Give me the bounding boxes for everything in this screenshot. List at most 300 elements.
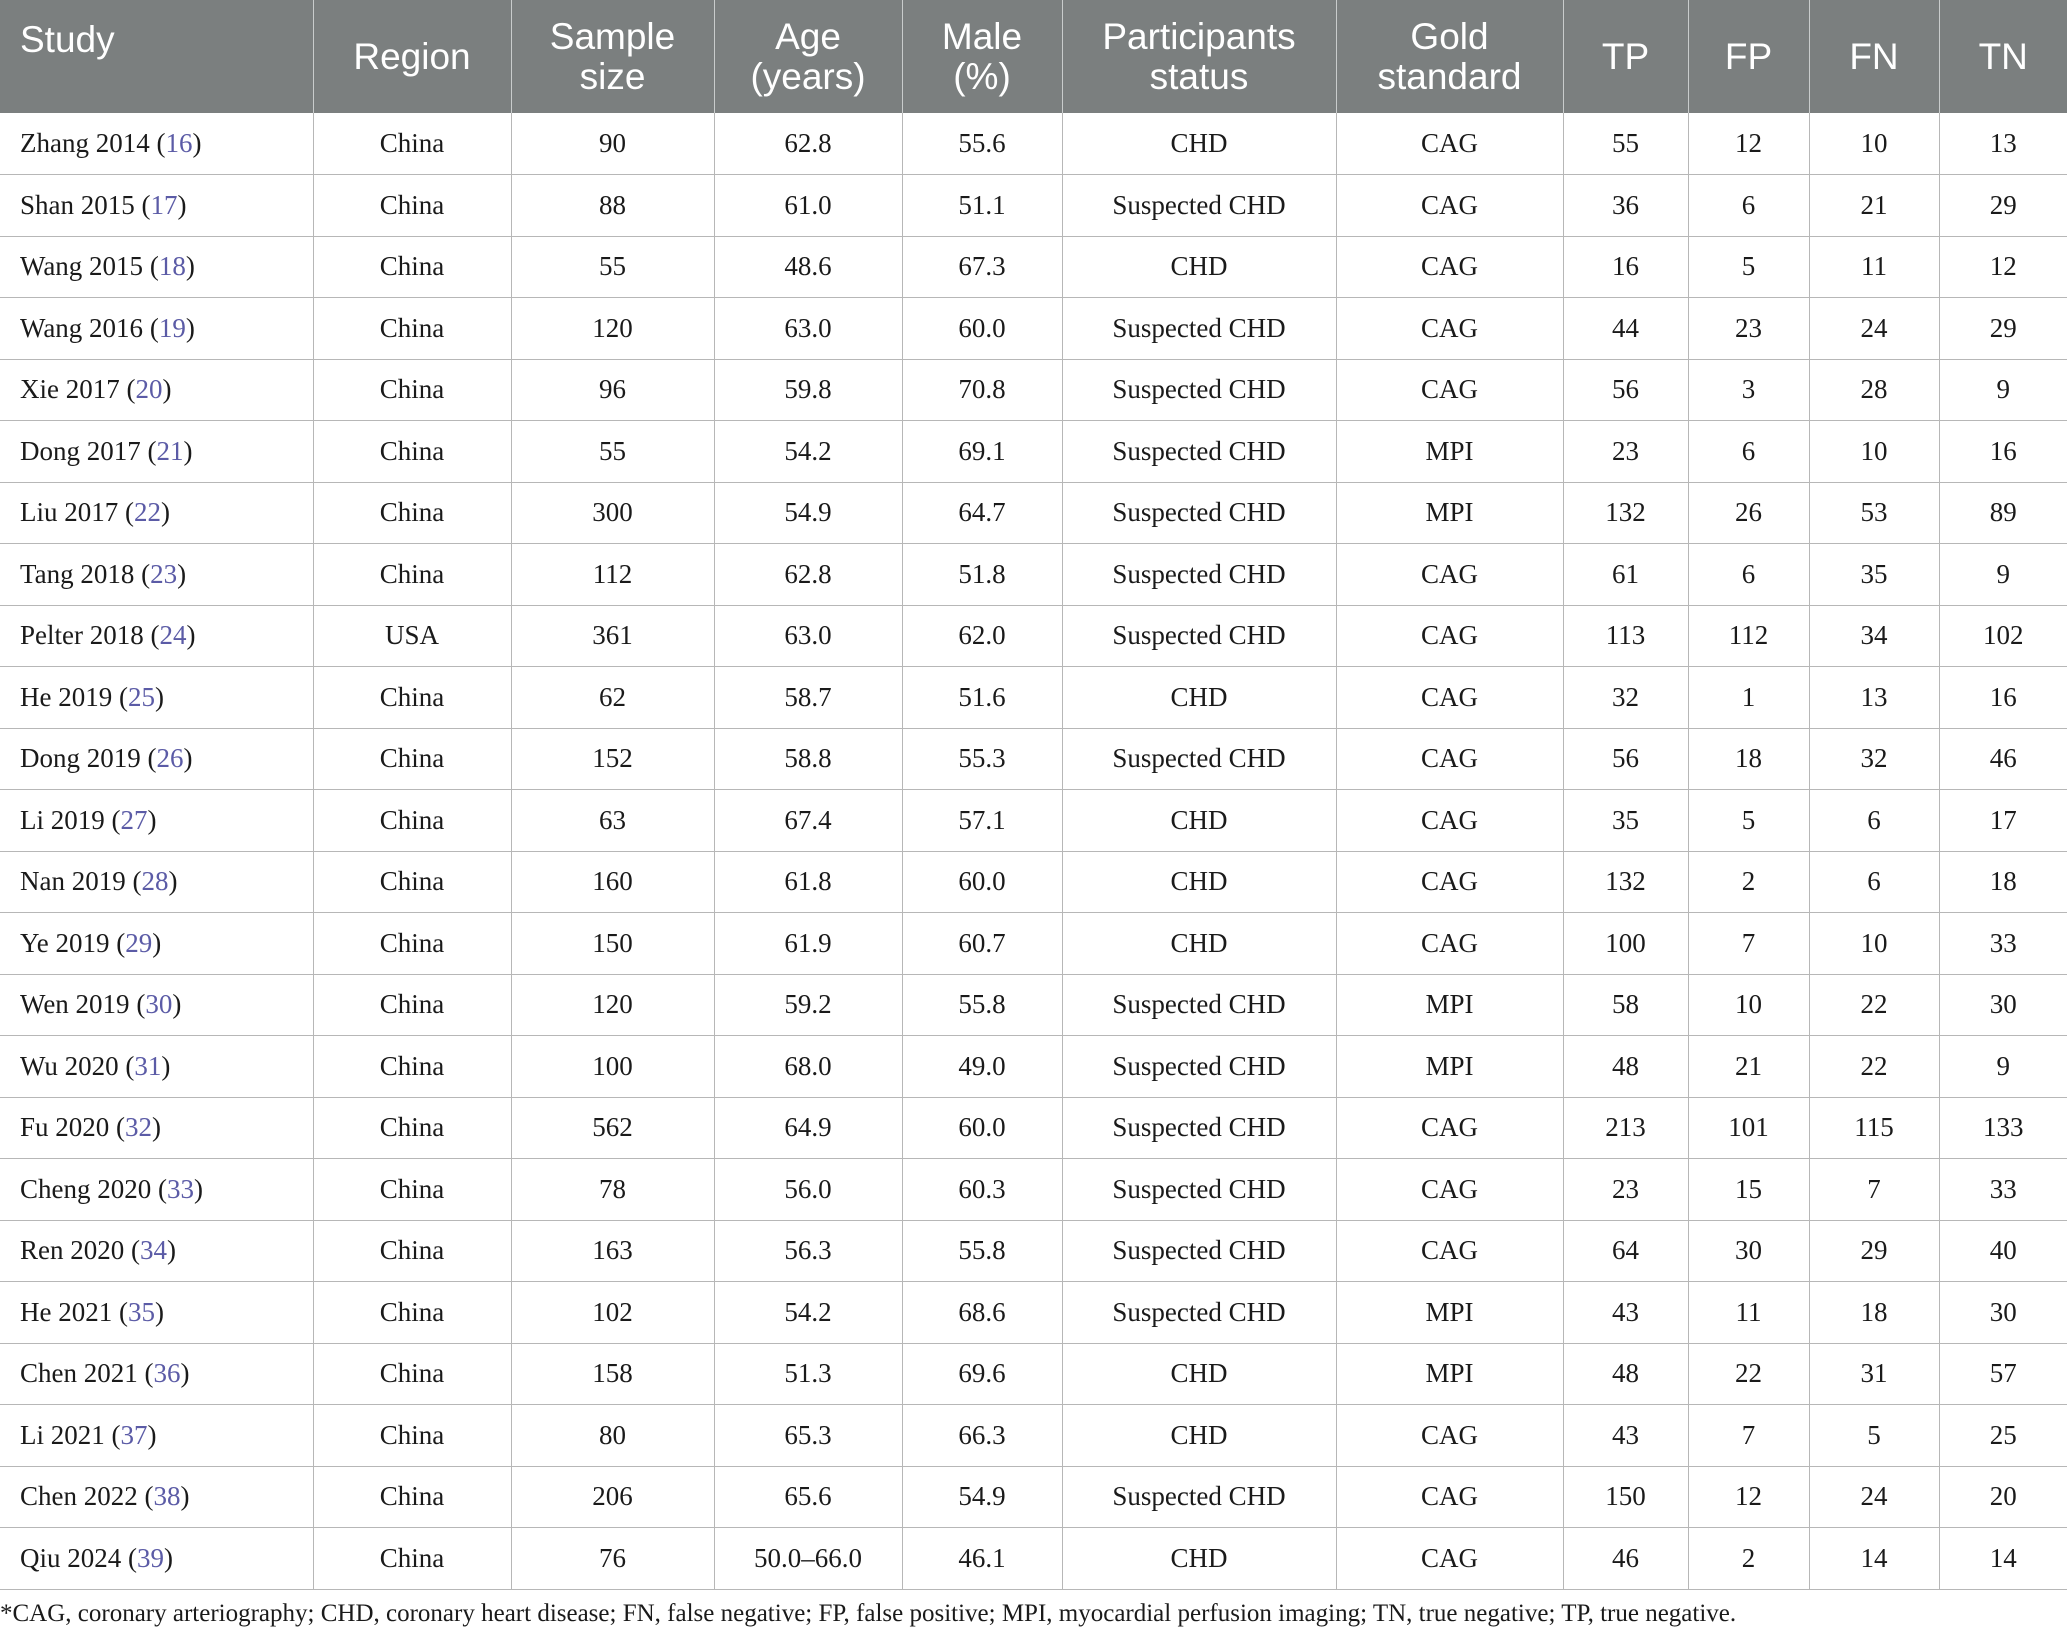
- tp-cell: 32: [1563, 667, 1688, 729]
- age-cell: 62.8: [714, 544, 902, 606]
- column-header-line: Gold: [1410, 15, 1489, 57]
- region-cell: China: [313, 1528, 511, 1590]
- study-name: Ye 2019: [20, 927, 110, 958]
- tp-cell: 35: [1563, 790, 1688, 852]
- status-cell: CHD: [1062, 1528, 1336, 1590]
- fn-cell: 10: [1809, 421, 1939, 483]
- table-row: [0, 1036, 2067, 1098]
- column-header: [1563, 0, 1688, 113]
- fn-cell: 24: [1809, 298, 1939, 360]
- tn-cell: 29: [1939, 298, 2067, 360]
- fp-cell: 7: [1688, 913, 1809, 975]
- age-cell: 48.6: [714, 236, 902, 298]
- tp-cell: 23: [1563, 1159, 1688, 1221]
- column-header-line: Male: [941, 15, 1023, 57]
- region-cell: China: [313, 974, 511, 1036]
- status-cell: Suspected CHD: [1062, 175, 1336, 237]
- fn-cell: 28: [1809, 359, 1939, 421]
- male-cell: 68.6: [902, 1282, 1062, 1344]
- age-cell: 65.6: [714, 1466, 902, 1528]
- gold-cell: CAG: [1336, 544, 1563, 606]
- age-cell: 58.7: [714, 667, 902, 729]
- region-cell: China: [313, 482, 511, 544]
- tp-cell: 61: [1563, 544, 1688, 606]
- gold-cell: MPI: [1336, 974, 1563, 1036]
- fn-cell: 53: [1809, 482, 1939, 544]
- fp-cell: 11: [1688, 1282, 1809, 1344]
- reference-link[interactable]: 24: [159, 620, 187, 651]
- fp-cell: 22: [1688, 1343, 1809, 1405]
- study-name: Wu 2020: [20, 1050, 119, 1081]
- gold-cell: CAG: [1336, 1466, 1563, 1528]
- region-cell: China: [313, 1405, 511, 1467]
- fn-cell: 5: [1809, 1405, 1939, 1467]
- column-header-line: FP: [1724, 35, 1773, 77]
- fp-cell: 23: [1688, 298, 1809, 360]
- status-cell: Suspected CHD: [1062, 974, 1336, 1036]
- tp-cell: 132: [1563, 851, 1688, 913]
- reference-link[interactable]: 32: [125, 1112, 153, 1143]
- tn-cell: 16: [1939, 421, 2067, 483]
- male-cell: 60.0: [902, 298, 1062, 360]
- fn-cell: 24: [1809, 1466, 1939, 1528]
- sample-cell: 76: [511, 1528, 714, 1590]
- fp-cell: 6: [1688, 175, 1809, 237]
- male-cell: 60.0: [902, 1097, 1062, 1159]
- study-name: Xie 2017: [20, 374, 120, 405]
- tn-cell: 12: [1939, 236, 2067, 298]
- reference-link[interactable]: 18: [158, 251, 186, 282]
- fn-cell: 115: [1809, 1097, 1939, 1159]
- fn-cell: 22: [1809, 974, 1939, 1036]
- tp-cell: 55: [1563, 113, 1688, 175]
- table-row: [0, 913, 2067, 975]
- tn-cell: 46: [1939, 728, 2067, 790]
- study-name: Wang 2016: [20, 312, 144, 343]
- table-header: [0, 0, 2067, 113]
- sample-cell: 152: [511, 728, 714, 790]
- table-row: [0, 1282, 2067, 1344]
- male-cell: 54.9: [902, 1466, 1062, 1528]
- study-name: Dong 2017: [20, 435, 141, 466]
- fp-cell: 12: [1688, 1466, 1809, 1528]
- fp-cell: 15: [1688, 1159, 1809, 1221]
- study-name: Li 2019: [20, 804, 105, 835]
- column-header: [1062, 0, 1336, 113]
- tp-cell: 16: [1563, 236, 1688, 298]
- tn-cell: 20: [1939, 1466, 2067, 1528]
- region-cell: China: [313, 1282, 511, 1344]
- sample-cell: 120: [511, 298, 714, 360]
- column-header-line: standard: [1377, 55, 1522, 97]
- tn-cell: 29: [1939, 175, 2067, 237]
- table-row: [0, 790, 2067, 852]
- sample-cell: 150: [511, 913, 714, 975]
- study-name: He 2021: [20, 1296, 113, 1327]
- column-header-line: size: [579, 55, 646, 97]
- fp-cell: 112: [1688, 605, 1809, 667]
- sample-cell: 112: [511, 544, 714, 606]
- fn-cell: 29: [1809, 1220, 1939, 1282]
- sample-cell: 206: [511, 1466, 714, 1528]
- age-cell: 51.3: [714, 1343, 902, 1405]
- sample-cell: 62: [511, 667, 714, 729]
- study-cell: Shan 2015 (17): [0, 175, 313, 237]
- tn-cell: 25: [1939, 1405, 2067, 1467]
- tp-cell: 43: [1563, 1405, 1688, 1467]
- study-cell: Chen 2022 (38): [0, 1466, 313, 1528]
- fp-cell: 26: [1688, 482, 1809, 544]
- column-header-line: status: [1149, 55, 1249, 97]
- tn-cell: 89: [1939, 482, 2067, 544]
- region-cell: China: [313, 421, 511, 483]
- region-cell: China: [313, 1097, 511, 1159]
- tn-cell: 9: [1939, 544, 2067, 606]
- study-cell: Li 2021 (37): [0, 1405, 313, 1467]
- study-cell: Wu 2020 (31): [0, 1036, 313, 1098]
- sample-cell: 102: [511, 1282, 714, 1344]
- male-cell: 51.1: [902, 175, 1062, 237]
- status-cell: CHD: [1062, 236, 1336, 298]
- table-row: [0, 421, 2067, 483]
- study-name: Nan 2019: [20, 866, 126, 897]
- sample-cell: 562: [511, 1097, 714, 1159]
- age-cell: 63.0: [714, 605, 902, 667]
- status-cell: CHD: [1062, 790, 1336, 852]
- male-cell: 67.3: [902, 236, 1062, 298]
- sample-cell: 78: [511, 1159, 714, 1221]
- table-row: [0, 1466, 2067, 1528]
- reference-link[interactable]: 30: [145, 989, 173, 1020]
- male-cell: 60.7: [902, 913, 1062, 975]
- age-cell: 58.8: [714, 728, 902, 790]
- column-header: [1688, 0, 1809, 113]
- study-name: Wen 2019: [20, 989, 130, 1020]
- status-cell: Suspected CHD: [1062, 1466, 1336, 1528]
- age-cell: 61.9: [714, 913, 902, 975]
- status-cell: Suspected CHD: [1062, 1220, 1336, 1282]
- region-cell: China: [313, 667, 511, 729]
- fp-cell: 101: [1688, 1097, 1809, 1159]
- sample-cell: 88: [511, 175, 714, 237]
- sample-cell: 80: [511, 1405, 714, 1467]
- header-row: [0, 0, 2067, 113]
- reference-link[interactable]: 27: [120, 804, 148, 835]
- column-header: [1809, 0, 1939, 113]
- fp-cell: 12: [1688, 113, 1809, 175]
- status-cell: Suspected CHD: [1062, 482, 1336, 544]
- column-header-line: TN: [1978, 35, 2028, 77]
- fn-cell: 31: [1809, 1343, 1939, 1405]
- study-cell: Ye 2019 (29): [0, 913, 313, 975]
- age-cell: 56.0: [714, 1159, 902, 1221]
- study-cell: Cheng 2020 (33): [0, 1159, 313, 1221]
- table-row: [0, 974, 2067, 1036]
- gold-cell: CAG: [1336, 1528, 1563, 1590]
- sample-cell: 96: [511, 359, 714, 421]
- region-cell: China: [313, 359, 511, 421]
- study-cell: He 2021 (35): [0, 1282, 313, 1344]
- study-cell: Dong 2017 (21): [0, 421, 313, 483]
- fp-cell: 6: [1688, 544, 1809, 606]
- reference-link[interactable]: 28: [141, 866, 169, 897]
- table-row: [0, 728, 2067, 790]
- tn-cell: 9: [1939, 359, 2067, 421]
- study-cell: Wen 2019 (30): [0, 974, 313, 1036]
- reference-link[interactable]: 19: [158, 312, 186, 343]
- fp-cell: 18: [1688, 728, 1809, 790]
- reference-link[interactable]: 36: [153, 1358, 181, 1389]
- sample-cell: 63: [511, 790, 714, 852]
- sample-cell: 361: [511, 605, 714, 667]
- study-name: Pelter 2018: [20, 620, 144, 651]
- study-name: Dong 2019: [20, 743, 141, 774]
- column-header-line: Region: [353, 35, 471, 77]
- reference-link[interactable]: 34: [140, 1235, 167, 1266]
- region-cell: China: [313, 790, 511, 852]
- reference-link[interactable]: 17: [150, 189, 178, 220]
- table-row: [0, 667, 2067, 729]
- region-cell: China: [313, 728, 511, 790]
- column-header-line: (years): [750, 55, 866, 97]
- table-row: [0, 175, 2067, 237]
- tn-cell: 133: [1939, 1097, 2067, 1159]
- reference-link[interactable]: 33: [167, 1173, 194, 1204]
- region-cell: China: [313, 1466, 511, 1528]
- fp-cell: 5: [1688, 790, 1809, 852]
- age-cell: 68.0: [714, 1036, 902, 1098]
- table-row: [0, 113, 2067, 175]
- table-row: [0, 482, 2067, 544]
- tp-cell: 150: [1563, 1466, 1688, 1528]
- sample-cell: 55: [511, 236, 714, 298]
- study-name: Chen 2021: [20, 1358, 138, 1389]
- gold-cell: CAG: [1336, 1097, 1563, 1159]
- column-header: [313, 0, 511, 113]
- sample-cell: 158: [511, 1343, 714, 1405]
- region-cell: China: [313, 544, 511, 606]
- sample-cell: 300: [511, 482, 714, 544]
- tn-cell: 102: [1939, 605, 2067, 667]
- male-cell: 55.8: [902, 974, 1062, 1036]
- study-name: Liu 2017: [20, 497, 119, 528]
- study-cell: Dong 2019 (26): [0, 728, 313, 790]
- tp-cell: 48: [1563, 1036, 1688, 1098]
- study-name: Wang 2015: [20, 251, 144, 282]
- study-cell: Tang 2018 (23): [0, 544, 313, 606]
- male-cell: 55.6: [902, 113, 1062, 175]
- male-cell: 69.1: [902, 421, 1062, 483]
- sample-cell: 120: [511, 974, 714, 1036]
- table-body: [0, 113, 2067, 1589]
- age-cell: 59.8: [714, 359, 902, 421]
- age-cell: 61.0: [714, 175, 902, 237]
- male-cell: 60.0: [902, 851, 1062, 913]
- fn-cell: 6: [1809, 851, 1939, 913]
- sample-cell: 100: [511, 1036, 714, 1098]
- reference-link[interactable]: 37: [120, 1419, 148, 1450]
- fp-cell: 2: [1688, 851, 1809, 913]
- table-row: [0, 298, 2067, 360]
- status-cell: Suspected CHD: [1062, 605, 1336, 667]
- tn-cell: 33: [1939, 913, 2067, 975]
- tn-cell: 18: [1939, 851, 2067, 913]
- gold-cell: MPI: [1336, 1282, 1563, 1344]
- age-cell: 63.0: [714, 298, 902, 360]
- table-row: [0, 236, 2067, 298]
- study-cell: Liu 2017 (22): [0, 482, 313, 544]
- study-name: He 2019: [20, 681, 113, 712]
- gold-cell: CAG: [1336, 913, 1563, 975]
- status-cell: Suspected CHD: [1062, 421, 1336, 483]
- reference-link[interactable]: 20: [135, 374, 163, 405]
- status-cell: Suspected CHD: [1062, 1282, 1336, 1344]
- fn-cell: 10: [1809, 913, 1939, 975]
- gold-cell: MPI: [1336, 482, 1563, 544]
- fn-cell: 22: [1809, 1036, 1939, 1098]
- reference-link[interactable]: 25: [127, 681, 155, 712]
- fn-cell: 13: [1809, 667, 1939, 729]
- column-header-line: Study: [20, 19, 115, 60]
- tn-cell: 30: [1939, 1282, 2067, 1344]
- reference-link[interactable]: 23: [150, 558, 178, 589]
- reference-link[interactable]: 26: [156, 743, 184, 774]
- study-name: Chen 2022: [20, 1481, 138, 1512]
- tp-cell: 36: [1563, 175, 1688, 237]
- male-cell: 69.6: [902, 1343, 1062, 1405]
- age-cell: 54.2: [714, 421, 902, 483]
- sample-cell: 163: [511, 1220, 714, 1282]
- tp-cell: 64: [1563, 1220, 1688, 1282]
- tp-cell: 113: [1563, 605, 1688, 667]
- fp-cell: 2: [1688, 1528, 1809, 1590]
- study-name: Li 2021: [20, 1419, 105, 1450]
- reference-link[interactable]: 16: [165, 128, 193, 158]
- tn-cell: 16: [1939, 667, 2067, 729]
- fp-cell: 7: [1688, 1405, 1809, 1467]
- fp-cell: 30: [1688, 1220, 1809, 1282]
- status-cell: Suspected CHD: [1062, 544, 1336, 606]
- status-cell: CHD: [1062, 113, 1336, 175]
- gold-cell: MPI: [1336, 1343, 1563, 1405]
- column-header-line: TP: [1601, 35, 1650, 77]
- fn-cell: 6: [1809, 790, 1939, 852]
- fp-cell: 1: [1688, 667, 1809, 729]
- age-cell: 61.8: [714, 851, 902, 913]
- tp-cell: 23: [1563, 421, 1688, 483]
- status-cell: CHD: [1062, 851, 1336, 913]
- tn-cell: 14: [1939, 1528, 2067, 1590]
- tn-cell: 33: [1939, 1159, 2067, 1221]
- gold-cell: CAG: [1336, 790, 1563, 852]
- study-cell: Xie 2017 (20): [0, 359, 313, 421]
- reference-link[interactable]: 31: [134, 1050, 162, 1081]
- table-row: [0, 1528, 2067, 1590]
- gold-cell: MPI: [1336, 421, 1563, 483]
- study-cell: Fu 2020 (32): [0, 1097, 313, 1159]
- column-header: [902, 0, 1062, 113]
- study-cell: He 2019 (25): [0, 667, 313, 729]
- age-cell: 54.2: [714, 1282, 902, 1344]
- reference-link[interactable]: 22: [134, 497, 161, 528]
- age-cell: 67.4: [714, 790, 902, 852]
- sample-cell: 55: [511, 421, 714, 483]
- sample-cell: 160: [511, 851, 714, 913]
- study-cell: Chen 2021 (36): [0, 1343, 313, 1405]
- tn-cell: 9: [1939, 1036, 2067, 1098]
- age-cell: 62.8: [714, 113, 902, 175]
- study-cell: Wang 2015 (18): [0, 236, 313, 298]
- fn-cell: 32: [1809, 728, 1939, 790]
- reference-link[interactable]: 29: [125, 927, 153, 958]
- status-cell: CHD: [1062, 1343, 1336, 1405]
- age-cell: 56.3: [714, 1220, 902, 1282]
- reference-link[interactable]: 35: [127, 1296, 155, 1327]
- region-cell: China: [313, 1220, 511, 1282]
- reference-link[interactable]: 39: [137, 1542, 164, 1573]
- column-header-line: Age: [775, 15, 841, 57]
- study-name: Zhang 2014: [20, 128, 150, 158]
- gold-cell: CAG: [1336, 728, 1563, 790]
- sample-cell: 90: [511, 113, 714, 175]
- table-row: [0, 1220, 2067, 1282]
- region-cell: China: [313, 1036, 511, 1098]
- column-header-line: FN: [1849, 35, 1899, 77]
- gold-cell: CAG: [1336, 667, 1563, 729]
- status-cell: Suspected CHD: [1062, 728, 1336, 790]
- fn-cell: 7: [1809, 1159, 1939, 1221]
- male-cell: 51.8: [902, 544, 1062, 606]
- tp-cell: 56: [1563, 728, 1688, 790]
- table-row: [0, 851, 2067, 913]
- table-row: [0, 1097, 2067, 1159]
- region-cell: China: [313, 913, 511, 975]
- male-cell: 55.3: [902, 728, 1062, 790]
- reference-link[interactable]: 21: [156, 435, 184, 466]
- study-cell: Zhang 2014 (16): [0, 113, 313, 175]
- tn-cell: 40: [1939, 1220, 2067, 1282]
- region-cell: China: [313, 1159, 511, 1221]
- age-cell: 59.2: [714, 974, 902, 1036]
- gold-cell: CAG: [1336, 298, 1563, 360]
- region-cell: China: [313, 298, 511, 360]
- male-cell: 62.0: [902, 605, 1062, 667]
- reference-link[interactable]: 38: [153, 1481, 181, 1512]
- table-row: [0, 1343, 2067, 1405]
- fn-cell: 18: [1809, 1282, 1939, 1344]
- male-cell: 51.6: [902, 667, 1062, 729]
- tp-cell: 132: [1563, 482, 1688, 544]
- age-cell: 50.0–66.0: [714, 1528, 902, 1590]
- study-name: Shan 2015: [20, 189, 135, 220]
- table-footnote: *CAG, coronary arteriography; CHD, coronary heart disease; FN, false negative; FP, false positive; MPI, myocardial perfusion imaging; TN, true negative; TP, true negative.: [0, 1600, 1737, 1627]
- column-header: [0, 0, 313, 113]
- male-cell: 57.1: [902, 790, 1062, 852]
- table-row: [0, 359, 2067, 421]
- tp-cell: 44: [1563, 298, 1688, 360]
- study-cell: Ren 2020 (34): [0, 1220, 313, 1282]
- male-cell: 70.8: [902, 359, 1062, 421]
- column-header-line: Participants: [1102, 15, 1296, 57]
- male-cell: 66.3: [902, 1405, 1062, 1467]
- tn-cell: 30: [1939, 974, 2067, 1036]
- fn-cell: 11: [1809, 236, 1939, 298]
- gold-cell: CAG: [1336, 359, 1563, 421]
- status-cell: Suspected CHD: [1062, 1036, 1336, 1098]
- column-header-line: Sample: [549, 15, 676, 57]
- status-cell: CHD: [1062, 667, 1336, 729]
- tp-cell: 213: [1563, 1097, 1688, 1159]
